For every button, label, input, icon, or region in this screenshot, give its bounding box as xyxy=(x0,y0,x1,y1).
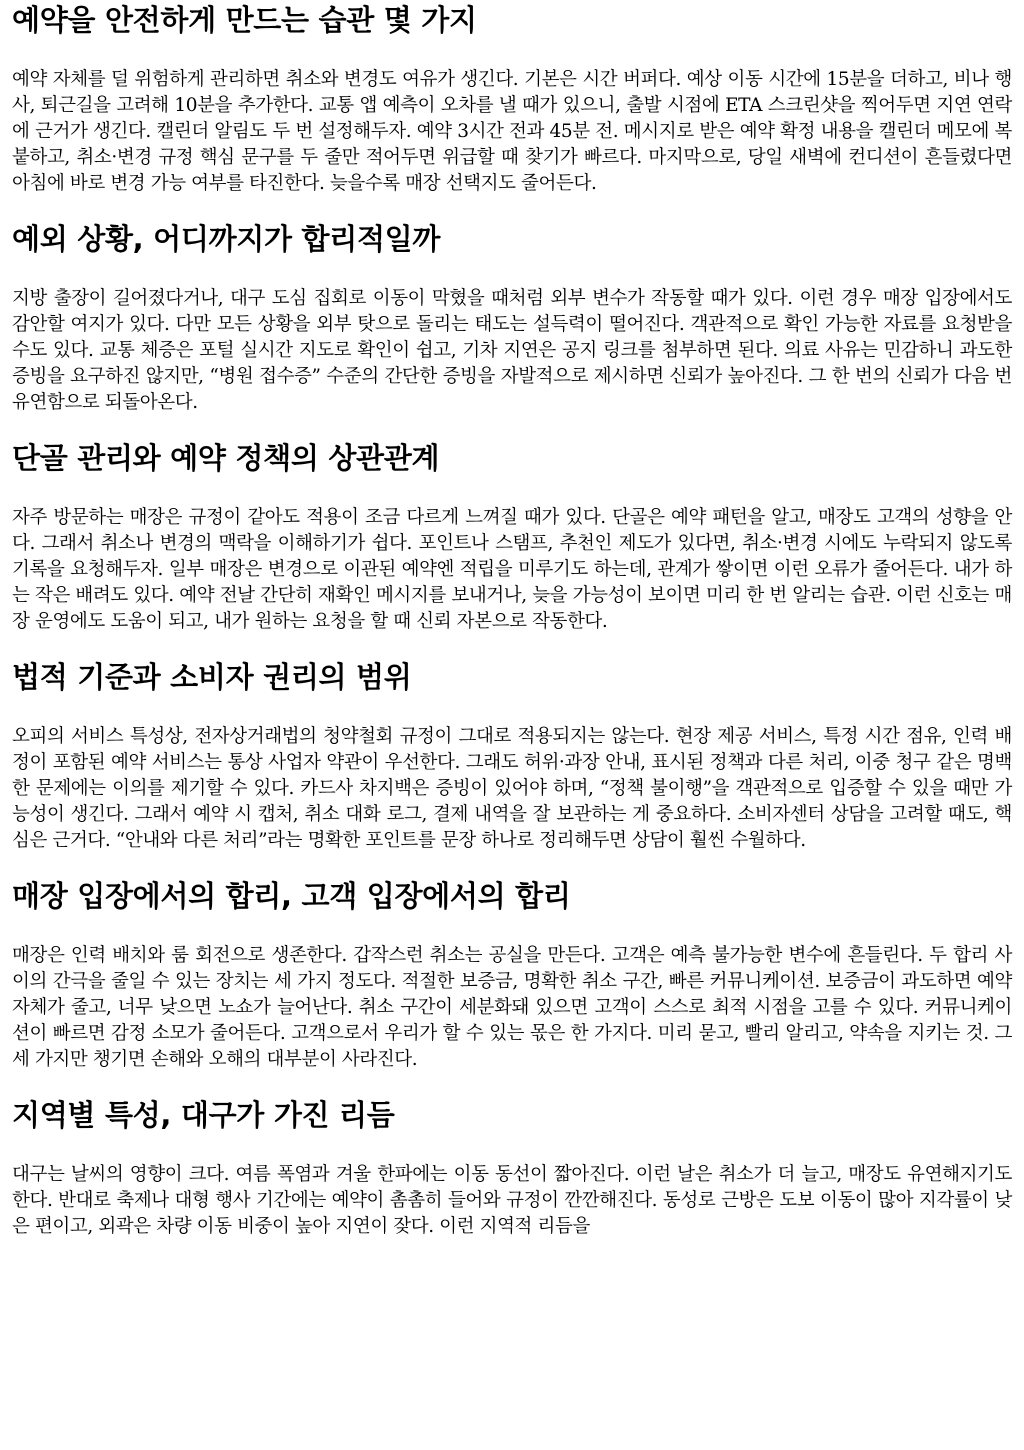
article xyxy=(0,2,1024,1240)
section-body: 오피의 서비스 특성상, 전자상거래법의 청약철회 규정이 그대로 적용되지는 않는다. 현장 제공 서비스, 특정 시간 점유, 인력 배정이 포함된 예약 서비스는 통상 사업자 약관이 우선한다. 그래도 허위·과장 안내, 표시된 정책과 다른 처리, 이중 청구 같은 명백한 문제에는 이의를 제기할 수 있다. 카드사 차지백은 증빙이 있어야 하며, “정책 불이행”을 객관적으로 입증할 수 있을 때만 가능성이 생긴다. 그래서 예약 시 캡처, 취소 대화 로그, 결제 내역을 잘 보관하는 게 중요하다. 소비자센터 상담을 고려할 때도, 핵심은 근거다. “안내와 다른 처리”라는 명확한 포인트를 문장 하나로 정리해두면 상담이 훨씬 수월하다. xyxy=(12,726,1012,851)
section-two-rationalities xyxy=(12,878,1012,1073)
section-regulars-policy xyxy=(12,440,1012,635)
section-heading: 법적 기준과 소비자 권리의 범위 xyxy=(12,660,412,694)
section-body: 매장은 인력 배치와 룸 회전으로 생존한다. 갑작스런 취소는 공실을 만든다. 고객은 예측 불가능한 변수에 흔들린다. 두 합리 사이의 간극을 줄일 수 있는 장치는 세 가지 정도다. 적절한 보증금, 명확한 취소 구간, 빠른 커뮤니케이션. 보증금이 과도하면 예약 자체가 줄고, 너무 낮으면 노쇼가 늘어난다. 취소 구간이 세분화돼 있으면 고객이 스스로 최적 시점을 고를 수 있다. 커뮤니케이션이 빠르면 감정 소모가 줄어든다. 고객으로서 우리가 할 수 있는 몫은 한 가지다. 미리 묻고, 빨리 알리고, 약속을 지키는 것. 그 세 가지만 챙기면 손해와 오해의 대부분이 사라진다. xyxy=(12,945,1012,1070)
section-body: 지방 출장이 길어졌다거나, 대구 도심 집회로 이동이 막혔을 때처럼 외부 변수가 작동할 때가 있다. 이런 경우 매장 입장에서도 감안할 여지가 있다. 다만 모든 상황을 외부 탓으로 돌리는 태도는 설득력이 떨어진다. 객관적으로 확인 가능한 자료를 요청받을 수도 있다. 교통 체증은 포털 실시간 지도로 확인이 쉽고, 기차 지연은 공지 링크를 첨부하면 된다. 의료 사유는 민감하니 과도한 증빙을 요구하진 않지만, “병원 접수증” 수준의 간단한 증빙을 자발적으로 제시하면 신뢰가 높아진다. 그 한 번의 신뢰가 다음 번 유연함으로 되돌아온다. xyxy=(12,288,1012,413)
section-safe-booking-habits xyxy=(12,2,1012,197)
section-legal-rights xyxy=(12,659,1012,854)
section-heading: 매장 입장에서의 합리, 고객 입장에서의 합리 xyxy=(12,879,571,913)
section-body: 자주 방문하는 매장은 규정이 같아도 적용이 조금 다르게 느껴질 때가 있다. 단골은 예약 패턴을 알고, 매장도 고객의 성향을 안다. 그래서 취소나 변경의 맥락을 이해하기가 쉽다. 포인트나 스탬프, 추천인 제도가 있다면, 취소·변경 시에도 누락되지 않도록 기록을 요청해두자. 일부 매장은 변경으로 이관된 예약엔 적립을 미루기도 하는데, 관계가 쌓이면 이런 오류가 줄어든다. 내가 하는 작은 배려도 있다. 예약 전날 간단히 재확인 메시지를 보내거나, 늦을 가능성이 보이면 미리 한 번 알리는 습관. 이런 신호는 매장 운영에도 도움이 되고, 내가 원하는 요청을 할 때 신뢰 자본으로 작동한다. xyxy=(12,507,1012,632)
section-heading: 지역별 특성, 대구가 가진 리듬 xyxy=(12,1098,395,1132)
section-body: 예약 자체를 덜 위험하게 관리하면 취소와 변경도 여유가 생긴다. 기본은 시간 버퍼다. 예상 이동 시간에 15분을 더하고, 비나 행사, 퇴근길을 고려해 10분을 추가한다. 교통 앱 예측이 오차를 낼 때가 있으니, 출발 시점에 ETA 스크린샷을 찍어두면 지연 연락에 근거가 생긴다. 캘린더 알림도 두 번 설정해두자. 예약 3시간 전과 45분 전. 메시지로 받은 예약 확정 내용을 캘린더 메모에 복붙하고, 취소·변경 규정 핵심 문구를 두 줄만 적어두면 위급할 때 찾기가 빠르다. 마지막으로, 당일 새벽에 컨디션이 흔들렸다면 아침에 바로 변경 가능 여부를 타진한다. 늦을수록 매장 선택지도 줄어든다. xyxy=(12,69,1012,194)
section-exceptions xyxy=(12,221,1012,416)
section-heading: 단골 관리와 예약 정책의 상관관계 xyxy=(12,441,440,475)
section-heading: 예약을 안전하게 만드는 습관 몇 가지 xyxy=(12,3,477,37)
section-heading: 예외 상황, 어디까지가 합리적일까 xyxy=(12,222,441,256)
section-regional-rhythm xyxy=(12,1097,1012,1240)
section-body: 대구는 날씨의 영향이 크다. 여름 폭염과 겨울 한파에는 이동 동선이 짧아진다. 이런 날은 취소가 더 늘고, 매장도 유연해지기도 한다. 반대로 축제나 대형 행사 기간에는 예약이 촘촘히 들어와 규정이 깐깐해진다. 동성로 근방은 도보 이동이 많아 지각률이 낮은 편이고, 외곽은 차량 이동 비중이 높아 지연이 잦다. 이런 지역적 리듬을 xyxy=(12,1164,1012,1237)
